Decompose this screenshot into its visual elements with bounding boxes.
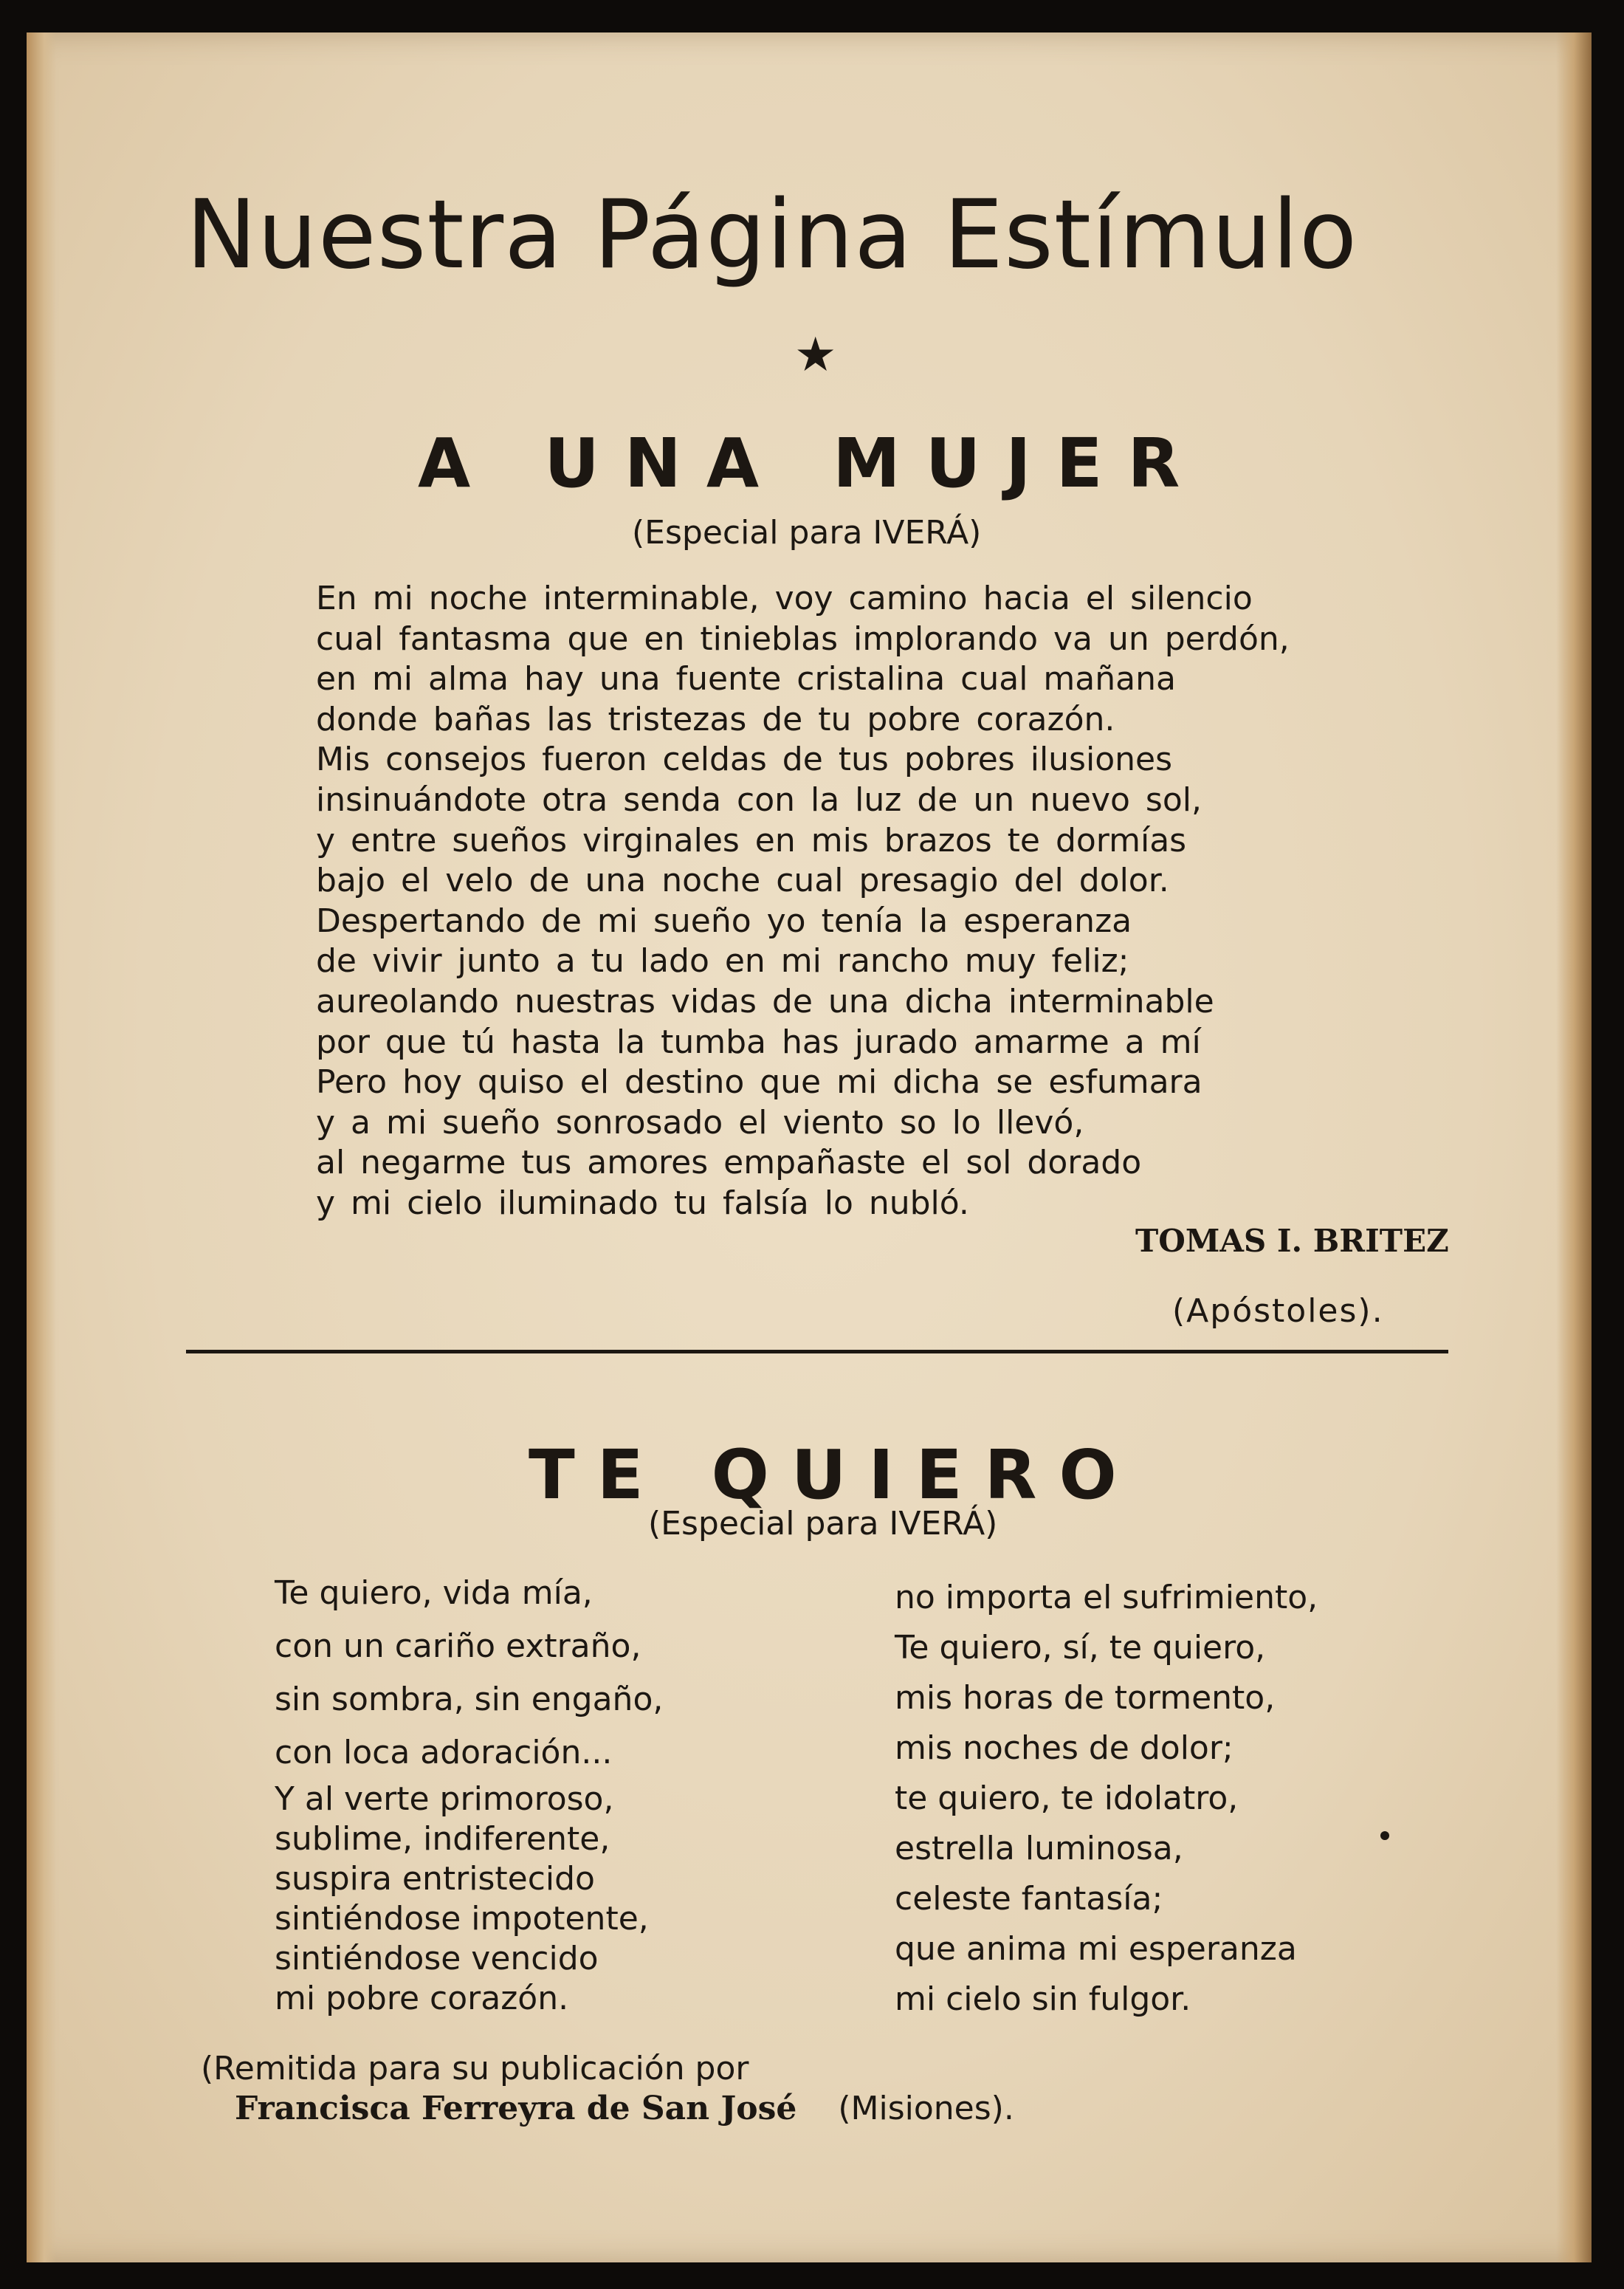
poem-line: no importa el sufrimiento, [895, 1579, 1318, 1616]
poem2-right-column [895, 1573, 1318, 2025]
poem1-title: A UNA MUJER [418, 424, 1205, 503]
page-left-edge [27, 32, 56, 2262]
poem-line: celeste fantasía; [895, 1880, 1163, 1918]
poem-line: bajo el velo de una noche cual presagio del dolor. [316, 862, 1169, 900]
poem-line: donde bañas las tristezas de tu pobre corazón. [316, 700, 1115, 738]
poem-line: que anima mi esperanza [895, 1930, 1297, 1968]
poem2-credit-name-line [235, 2090, 1014, 2127]
page-right-edge [1556, 32, 1592, 2262]
poem-line: por que tú hasta la tumba has jurado amarme a mí [316, 1023, 1201, 1061]
poem-line: estrella luminosa, [895, 1830, 1183, 1867]
poem-line: en mi alma hay una fuente cristalina cual mañana [316, 660, 1176, 699]
poem1-place: (Apóstoles). [1172, 1292, 1384, 1330]
poem-line: con un cariño extraño, [275, 1627, 641, 1665]
poem-line: insinuándote otra senda con la luz de un nuevo sol, [316, 780, 1202, 819]
poem-line: de vivir junto a tu lado en mi rancho muy feliz; [316, 942, 1129, 981]
star-icon: ★ [794, 328, 837, 382]
poem-line: Despertando de mi sueño yo tenía la esperanza [316, 902, 1132, 940]
poem-line: Pero hoy quiso el destino que mi dicha se esfumara [316, 1063, 1202, 1102]
poem-line: sintiéndose impotente, [275, 1900, 649, 1938]
magazine-page [27, 32, 1592, 2262]
poem-line: te quiero, te idolatro, [895, 1780, 1239, 1817]
poem-line: al negarme tus amores empañaste el sol dorado [316, 1144, 1142, 1182]
poem-line: mis noches de dolor; [895, 1729, 1234, 1767]
poem2-credit: (Remitida para su publicación por [201, 2050, 749, 2087]
poem-line: con loca adoración... [275, 1734, 613, 1771]
poem-line: y a mi sueño sonrosado el viento so lo llevó, [316, 1103, 1084, 1142]
poem-line: aureolando nuestras vidas de una dicha interminable [316, 982, 1214, 1020]
ink-spot [1380, 1831, 1389, 1840]
poem2-title: TE QUIERO [529, 1435, 1139, 1514]
poem-line: sin sombra, sin engaño, [275, 1681, 664, 1718]
poem-line: mi pobre corazón. [275, 1980, 569, 2017]
poem-line: sintiéndose vencido [275, 1940, 599, 1977]
poem-line: suspira entristecido [275, 1860, 595, 1898]
poem-line: En mi noche interminable, voy camino hacia el silencio [316, 580, 1253, 617]
poem1-author: TOMAS I. BRITEZ [1135, 1223, 1449, 1259]
poem-line: mis horas de tormento, [895, 1679, 1276, 1717]
poem-line: sublime, indiferente, [275, 1820, 610, 1858]
poem1-body [316, 579, 1290, 1224]
poem-line: y mi cielo iluminado tu falsía lo nubló. [316, 1184, 969, 1222]
poem2-left-column [275, 1567, 663, 2019]
poem-line: Y al verte primoroso, [275, 1780, 614, 1818]
poem-line: Te quiero, sí, te quiero, [895, 1629, 1266, 1667]
poem2-credit-name: Francisca Ferreyra de San José [235, 2090, 797, 2127]
section-divider [186, 1350, 1448, 1353]
poem-line: cual fantasma que en tinieblas implorando va un perdón, [316, 620, 1290, 658]
poem-line: Te quiero, vida mía, [275, 1574, 593, 1612]
poem1-subtitle: (Especial para IVERÁ) [632, 514, 982, 552]
poem2-credit-place: (Misiones). [838, 2090, 1014, 2127]
poem-line: Mis consejos fueron celdas de tus pobres ilusiones [316, 741, 1172, 779]
page-title: Nuestra Página Estímulo [186, 180, 1358, 290]
poem2-subtitle: (Especial para IVERÁ) [648, 1505, 998, 1542]
poem-line: y entre sueños virginales en mis brazos te dormías [316, 821, 1187, 859]
poem-line: mi cielo sin fulgor. [895, 1980, 1191, 2018]
